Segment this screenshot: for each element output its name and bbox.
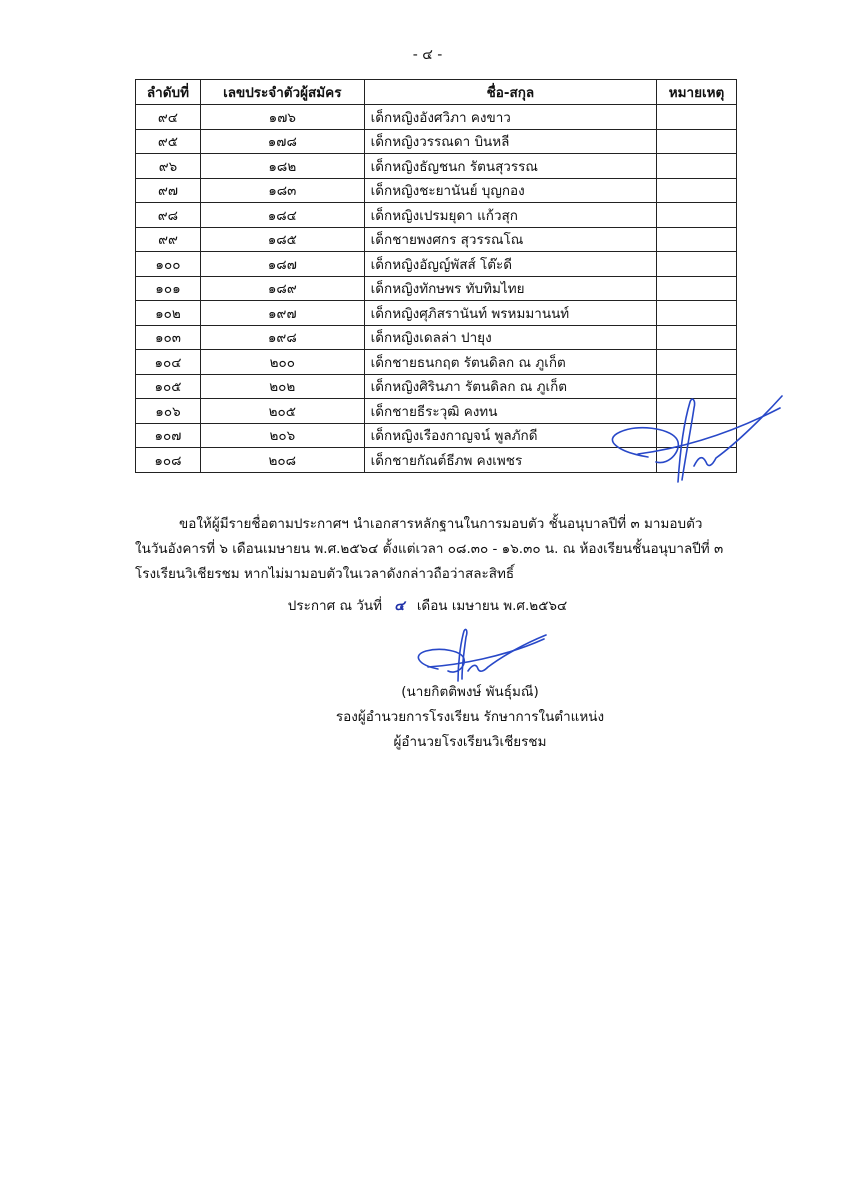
cell-order: ๙๘ xyxy=(136,203,201,228)
cell-remark xyxy=(657,350,737,375)
cell-remark xyxy=(657,178,737,203)
cell-order: ๑๐๓ xyxy=(136,325,201,350)
header-applicant-id: เลขประจำตัวผู้สมัคร xyxy=(200,80,364,105)
cell-remark xyxy=(657,105,737,130)
paragraph-line-1: ขอให้ผู้มีรายชื่อตามประกาศฯ นำเอกสารหลักฐานในการมอบตัว ชั้นอนุบาลปีที่ ๓ มามอบตัว xyxy=(179,516,703,532)
cell-applicant-id: ๑๗๘ xyxy=(200,129,364,154)
header-order: ลำดับที่ xyxy=(136,80,201,105)
cell-remark xyxy=(657,252,737,277)
table-row xyxy=(136,105,737,130)
cell-order: ๑๐๗ xyxy=(136,423,201,448)
cell-applicant-id: ๑๙๗ xyxy=(200,301,364,326)
cell-full-name: เด็กหญิงอัญญ์พัสส์ โต๊ะดี xyxy=(364,252,656,277)
cell-applicant-id: ๒๐๖ xyxy=(200,423,364,448)
table-row xyxy=(136,252,737,277)
cell-full-name: เด็กหญิงเดลล่า ปายุง xyxy=(364,325,656,350)
header-remark: หมายเหตุ xyxy=(657,80,737,105)
table-row xyxy=(136,178,737,203)
instruction-paragraph xyxy=(135,512,775,587)
cell-order: ๑๐๑ xyxy=(136,276,201,301)
table-row xyxy=(136,325,737,350)
page-number: - ๔ - xyxy=(412,47,443,63)
cell-remark xyxy=(657,301,737,326)
cell-remark xyxy=(657,203,737,228)
cell-full-name: เด็กหญิงทักษพร ทับทิมไทย xyxy=(364,276,656,301)
signatory-position: รองผู้อำนวยการโรงเรียน รักษาการในตำแหน่ง xyxy=(335,709,605,725)
cell-remark xyxy=(657,325,737,350)
cell-remark xyxy=(657,227,737,252)
signatory-name: (นายกิตติพงษ์ พันธุ์มณี) xyxy=(401,684,539,700)
cell-order: ๑๐๒ xyxy=(136,301,201,326)
cell-remark xyxy=(657,129,737,154)
cell-order: ๑๐๘ xyxy=(136,448,201,473)
cell-full-name: เด็กหญิงชะยานันย์ บุญกอง xyxy=(364,178,656,203)
header-full-name: ชื่อ-สกุล xyxy=(364,80,656,105)
cell-full-name: เด็กชายกัณต์ธีภพ คงเพชร xyxy=(364,448,656,473)
cell-applicant-id: ๒๐๘ xyxy=(200,448,364,473)
cell-applicant-id: ๑๘๒ xyxy=(200,154,364,179)
cell-applicant-id: ๑๘๔ xyxy=(200,203,364,228)
table-row xyxy=(136,350,737,375)
cell-order: ๙๗ xyxy=(136,178,201,203)
cell-order: ๑๐๖ xyxy=(136,399,201,424)
cell-applicant-id: ๑๘๓ xyxy=(200,178,364,203)
cell-order: ๙๖ xyxy=(136,154,201,179)
cell-order: ๑๐๐ xyxy=(136,252,201,277)
cell-applicant-id: ๑๗๖ xyxy=(200,105,364,130)
cell-applicant-id: ๑๘๗ xyxy=(200,252,364,277)
cell-full-name: เด็กหญิงธัญชนก รัตนสุวรรณ xyxy=(364,154,656,179)
announcement-date-line xyxy=(0,594,855,616)
paragraph-line-2: ในวันอังคารที่ ๖ เดือนเมษายน พ.ศ.๒๕๖๔ ตั้งแต่เวลา ๐๘.๓๐ - ๑๖.๓๐ น. ณ ห้องเรียนชั้นอนุบาลปีที่ ๓ xyxy=(135,541,724,557)
cell-order: ๙๔ xyxy=(136,105,201,130)
cell-full-name: เด็กชายธีระวุฒิ คงทน xyxy=(364,399,656,424)
announcement-day-handwritten: ๔ xyxy=(394,598,405,614)
signature-table-image xyxy=(598,392,784,488)
cell-applicant-id: ๑๘๙ xyxy=(200,276,364,301)
cell-full-name: เด็กชายพงศกร สุวรรณโณ xyxy=(364,227,656,252)
table-row xyxy=(136,227,737,252)
announcement-prefix: ประกาศ ณ วันที่ xyxy=(287,598,382,614)
table-row xyxy=(136,154,737,179)
cell-order: ๙๙ xyxy=(136,227,201,252)
cell-full-name: เด็กหญิงเรืองกาญจน์ พูลภักดี xyxy=(364,423,656,448)
paragraph-line-3: โรงเรียนวิเชียรชม หากไม่มามอบตัวในเวลาดังกล่าวถือว่าสละสิทธิ์ xyxy=(135,566,515,582)
cell-full-name: เด็กหญิงเปรมยุดา แก้วสุก xyxy=(364,203,656,228)
table-header-row xyxy=(136,80,737,105)
signatory-office: ผู้อำนวยโรงเรียนวิเชียรชม xyxy=(393,734,547,750)
cell-full-name: เด็กชายธนกฤต รัตนดิลก ณ ภูเก็ต xyxy=(364,350,656,375)
cell-applicant-id: ๒๐๐ xyxy=(200,350,364,375)
cell-full-name: เด็กหญิงศิรินภา รัตนดิลก ณ ภูเก็ต xyxy=(364,374,656,399)
table-row xyxy=(136,129,737,154)
cell-full-name: เด็กหญิงศุภิสรานันท์ พรหมมานนท์ xyxy=(364,301,656,326)
cell-remark xyxy=(657,276,737,301)
cell-applicant-id: ๒๐๕ xyxy=(200,399,364,424)
table-row xyxy=(136,203,737,228)
cell-applicant-id: ๒๐๒ xyxy=(200,374,364,399)
cell-order: ๑๐๔ xyxy=(136,350,201,375)
cell-applicant-id: ๑๙๘ xyxy=(200,325,364,350)
cell-remark xyxy=(657,154,737,179)
table-row xyxy=(136,301,737,326)
cell-order: ๙๕ xyxy=(136,129,201,154)
cell-full-name: เด็กหญิงวรรณดา บินหลี xyxy=(364,129,656,154)
table-row xyxy=(136,276,737,301)
signature-image xyxy=(408,625,548,683)
cell-order: ๑๐๕ xyxy=(136,374,201,399)
cell-full-name: เด็กหญิงอังศวิภา คงขาว xyxy=(364,105,656,130)
announcement-suffix: เดือน เมษายน พ.ศ.๒๕๖๔ xyxy=(416,598,568,614)
cell-applicant-id: ๑๘๕ xyxy=(200,227,364,252)
signatory-block xyxy=(280,680,660,755)
